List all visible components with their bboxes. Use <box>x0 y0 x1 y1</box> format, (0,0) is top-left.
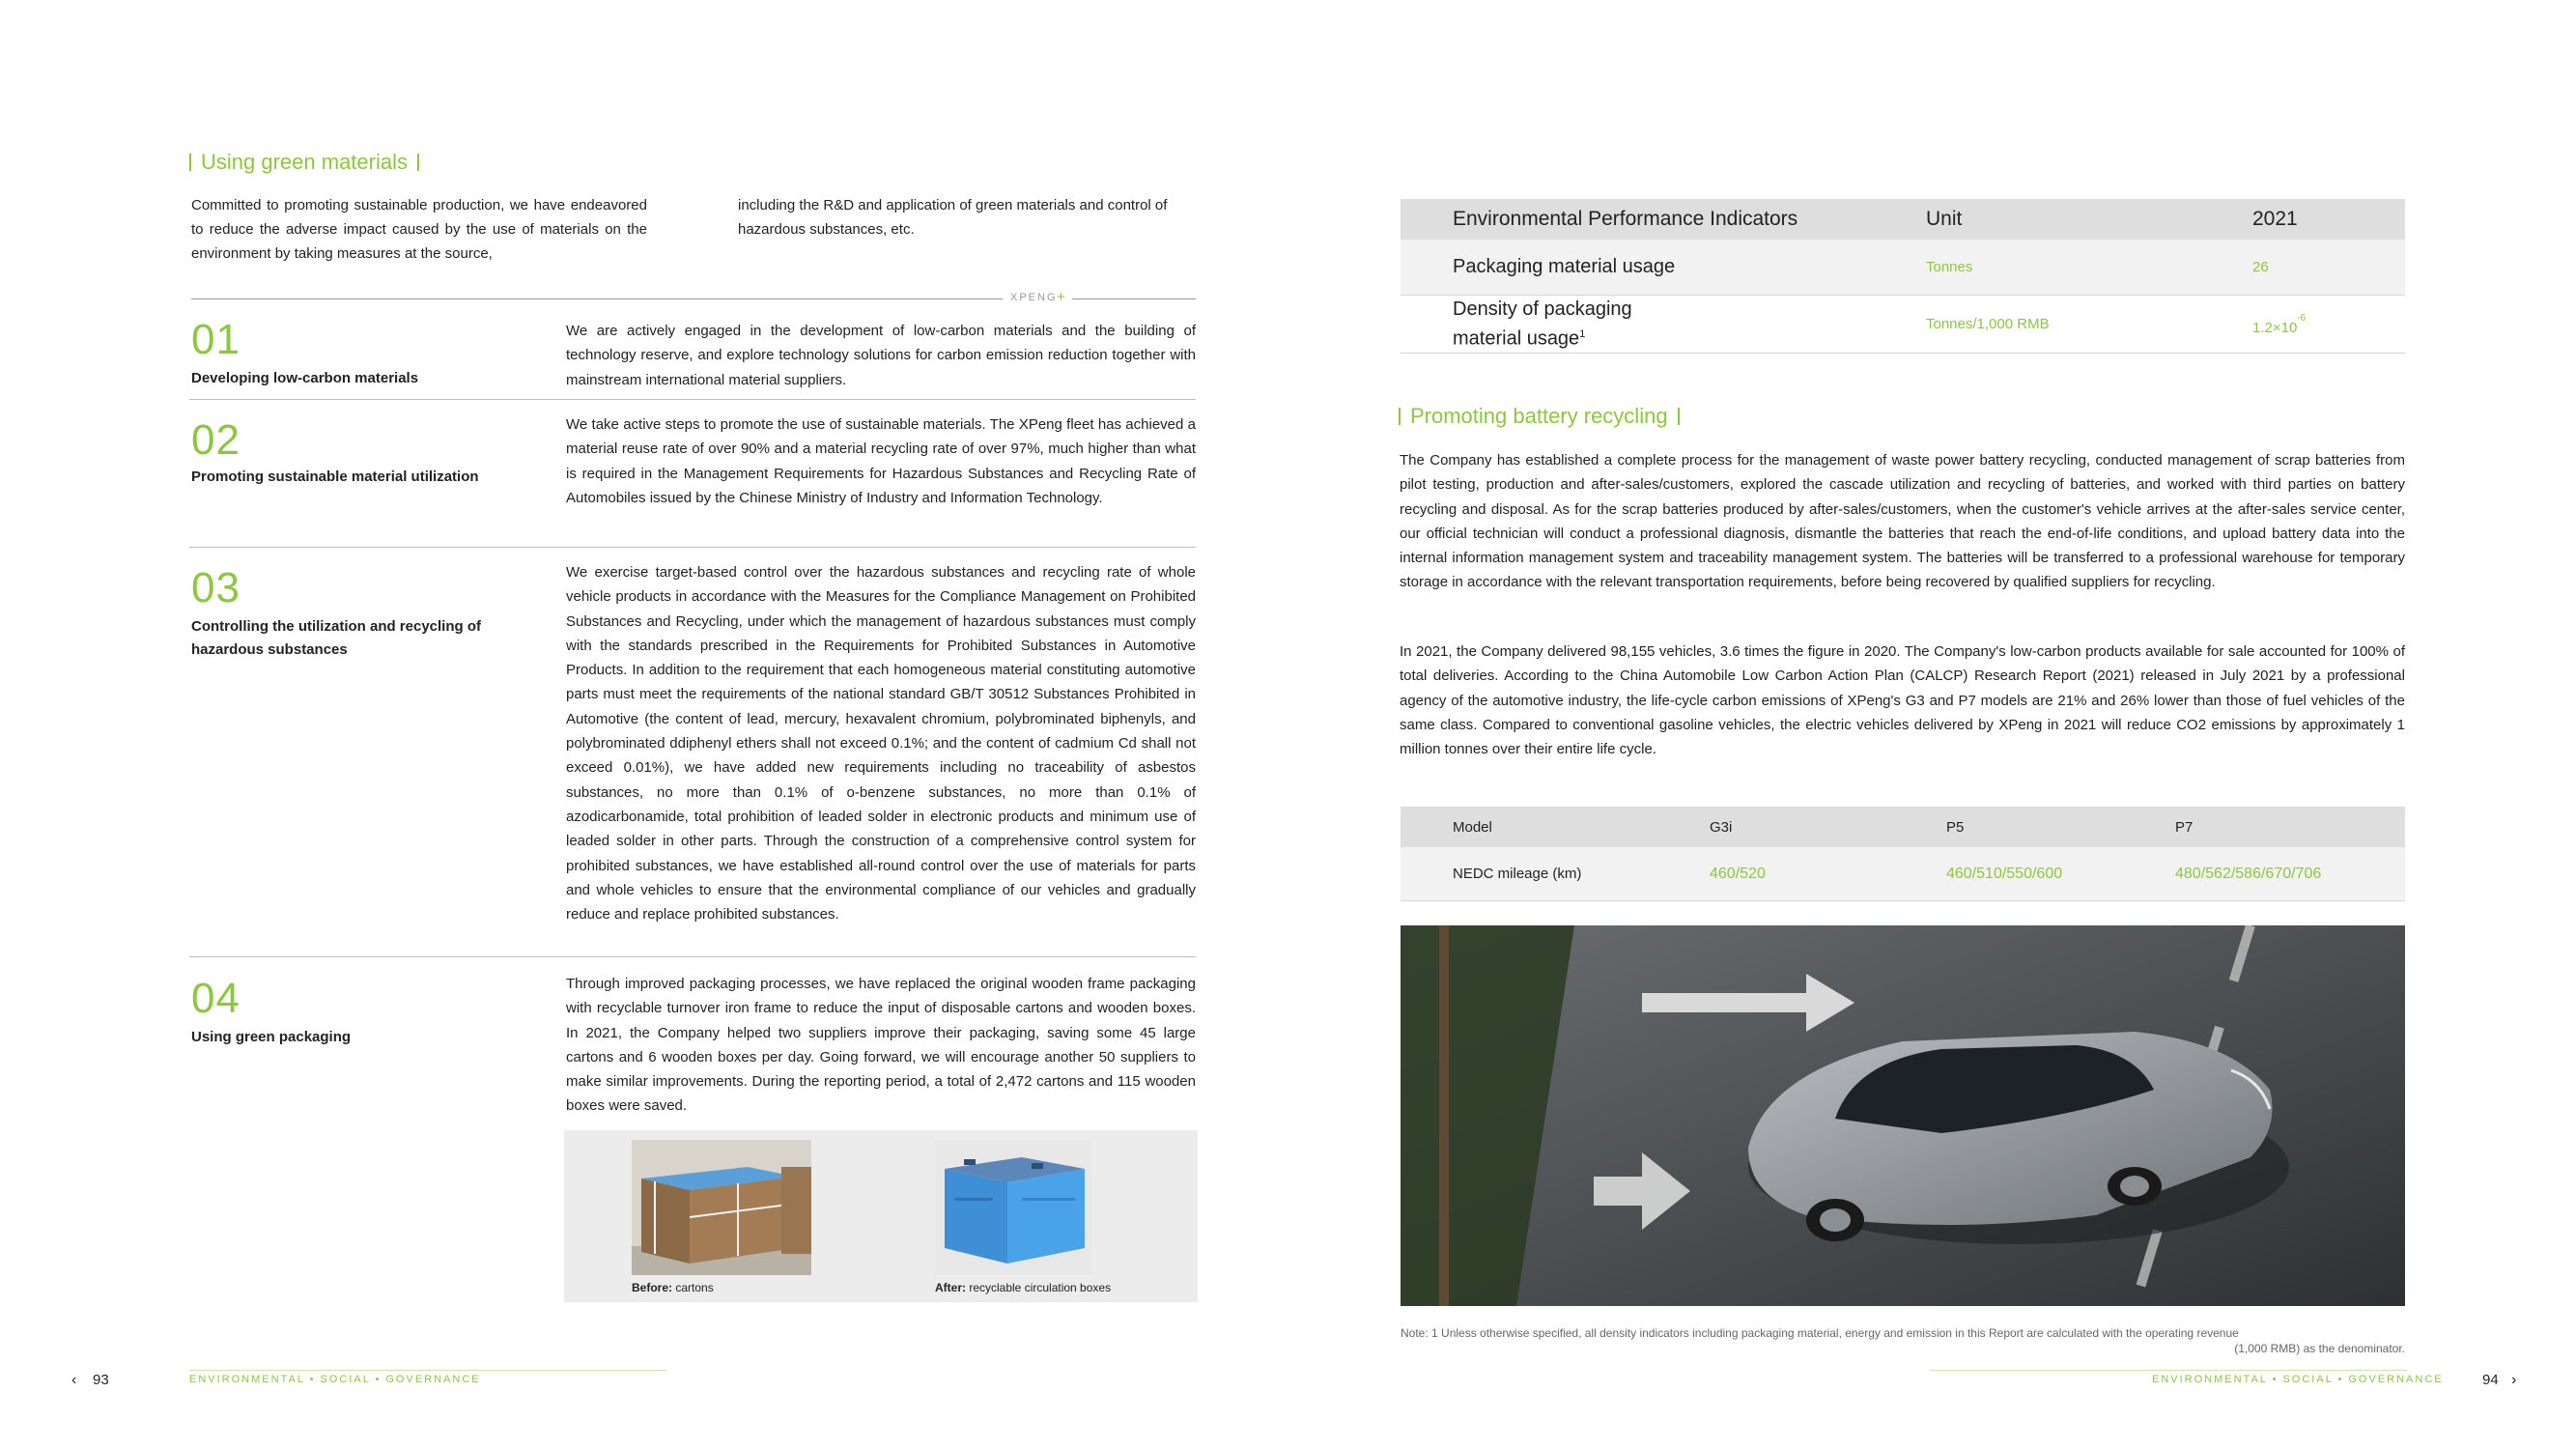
row-03-text: We exercise target-based control over the hazardous substances and recycling rate of whole vehicle products in accordance with the Measures for the Compliance Management on Prohibited Substances and Recycling, under which the management of hazardous substances must comply with the standards prescribed in the Requirements for Prohibited Substances in Automotive Products. In addition to the requirement that each homogeneous material constituting automotive parts must meet the requirements of the national standard GB/T 30512 Substances Prohibited in Automotive (the content of lead, mercury, hexavalent chromium, polybrominated biphenyls, and polybrominated ddiphenyl ethers shall not exceed 0.1%; and the content of cadmium Cd shall not exceed 0.01%), we have added new requirements including no traceability of asbestos substances, no more than 0.1% of o-benzene substances, no more than 0.1% of azodicarbonamide, total prohibition of leaded solder in electronic products and minimum use of leaded solder in other parts. Through the construction of a comprehensive control system for prohibited substances, we have established all-round control over the use of materials for parts and whole vehicles to ensure that the environmental compliance of our vehicles and gradually reduce and replace prohibited substances. <box>566 564 1196 923</box>
header-year: 2021 <box>2252 208 2298 230</box>
section-title-green-materials <box>189 150 419 175</box>
row-name: Controlling the utilization and recycling of hazardous substances <box>191 618 481 658</box>
page-number-right: 94 <box>2482 1372 2499 1388</box>
table-row <box>1401 296 2405 354</box>
row-number: 03 <box>191 564 241 611</box>
unit-cell: Tonnes/1,000 RMB <box>1926 316 2050 332</box>
title-bar-right <box>1678 408 1680 425</box>
header-indicator: Environmental Performance Indicators <box>1453 208 1798 230</box>
car-photo <box>1401 925 2405 1306</box>
section-title-battery-recycling <box>1399 404 1680 429</box>
chevron-right-icon: › <box>2511 1372 2517 1388</box>
cartons-illustration <box>632 1140 811 1275</box>
plus-icon: + <box>1057 289 1065 305</box>
indicator-line1: Density of packaging <box>1453 298 1632 321</box>
row-label: NEDC mileage (km) <box>1453 866 1582 882</box>
row-03-heading <box>191 564 500 662</box>
title-bar-right <box>417 154 419 171</box>
brand-mark: XPENG <box>1010 292 1058 303</box>
performance-table-header <box>1401 199 2405 240</box>
row-divider <box>189 399 1196 400</box>
row-01-text: We are actively engaged in the development of low-carbon materials and the building of technology reserve, and explore technology solutions for carbon emission reduction together with mainstream international material suppliers. <box>566 323 1196 388</box>
unit-cell: Tonnes <box>1926 259 1973 275</box>
battery-paragraph-1: The Company has established a complete process for the management of waste power battery recycling, conducted management of scrap batteries from pilot testing, production and after-sales/customers, explored the cascade utilization and recycling of batteries, and worked with third parties on battery recycling and disposal. As for the scrap batteries produced by after-sales/customers, when the customer's vehicle arrives at the after-sales service center, our official technician will conduct a professional diagnosis, dismantle the batteries that reach the end-of-life conditions, and upload battery data into the internal information management system and traceability management system. The batteries will be transferred to a professional warehouse for temporary storage in accordance with the relevant transportation requirements, before being recovered by qualified suppliers for recycling. <box>1400 452 2405 591</box>
after-caption-text: recyclable circulation boxes <box>966 1281 1112 1294</box>
p7-mileage: 480/562/586/670/706 <box>2175 865 2322 882</box>
g3i-mileage: 460/520 <box>1710 865 1766 882</box>
row-number: 04 <box>191 975 241 1022</box>
row-divider <box>189 547 1196 548</box>
model-table-header <box>1401 807 2405 847</box>
brand-divider-left <box>191 298 1003 299</box>
value-exponent: -6 <box>2297 312 2307 324</box>
intro-column-2: including the R&D and application of green materials and control of hazardous substances, etc. <box>738 197 1168 238</box>
before-caption-label: Before: <box>632 1281 673 1294</box>
boxes-illustration <box>935 1140 1091 1275</box>
row-name: Developing low-carbon materials <box>191 370 419 386</box>
title-bar-left <box>1399 408 1401 425</box>
row-number: 01 <box>191 316 241 363</box>
before-caption-text: cartons <box>672 1281 714 1294</box>
footnote-ref: 1 <box>1579 328 1586 341</box>
packaging-photos-panel <box>564 1130 1198 1302</box>
header-unit: Unit <box>1926 208 1963 230</box>
intro-column-1: Committed to promoting sustainable production, we have endeavored to reduce the adverse impact caused by the use of materials on the environment by taking measures at the source, <box>191 197 647 262</box>
indicator-cell: Packaging material usage <box>1453 256 1676 277</box>
row-02-text: We take active steps to promote the use of sustainable materials. The XPeng fleet has achieved a material reuse rate of over 90% and a material recycling rate of over 97%, much higher than what is required in the Management Requirements for Hazardous Substances and Recycling Rate of Automobiles issued by the Chinese Ministry of Industry and Information Technology. <box>566 416 1196 506</box>
car-illustration <box>1401 925 2405 1306</box>
indicator-cell <box>1401 297 1926 352</box>
circulation-boxes-photo <box>935 1140 1091 1275</box>
row-name: Using green packaging <box>191 1029 352 1045</box>
page-number-left: 93 <box>93 1372 109 1388</box>
brand-divider-right <box>1072 298 1196 299</box>
header-g3i: G3i <box>1710 818 1733 836</box>
header-p7: P7 <box>2175 818 2194 836</box>
p5-mileage: 460/510/550/600 <box>1946 865 2063 882</box>
title-bar-left <box>189 154 191 171</box>
section-title-text: Using green materials <box>201 150 408 174</box>
table-row <box>1401 240 2405 296</box>
row-number: 02 <box>191 416 241 464</box>
footnote-line2: (1,000 RMB) as the denominator. <box>2234 1342 2405 1355</box>
header-p5: P5 <box>1946 818 1965 836</box>
row-divider <box>189 956 1196 957</box>
row-name: Promoting sustainable material utilization <box>191 469 479 485</box>
footer-text-left: ENVIRONMENTAL • SOCIAL • GOVERNANCE <box>189 1374 481 1385</box>
table-row <box>1401 847 2405 901</box>
prev-page-button[interactable] <box>71 1372 76 1389</box>
model-mileage-table <box>1401 807 2405 901</box>
footer-line-right <box>1930 1370 2407 1371</box>
after-caption <box>935 1281 1111 1294</box>
footer-text-right: ENVIRONMENTAL • SOCIAL • GOVERNANCE <box>2152 1374 2444 1385</box>
indicator-line2: material usage <box>1453 327 1580 350</box>
chevron-left-icon: ‹ <box>71 1372 77 1388</box>
value-base: 1.2×10 <box>2252 319 2298 336</box>
header-model: Model <box>1453 818 1492 836</box>
after-caption-label: After: <box>935 1281 966 1294</box>
footnote-line1: Note: 1 Unless otherwise specified, all density indicators including packaging material, energy and emission in this Report are calculated with the operating revenue <box>1401 1326 2239 1340</box>
cartons-photo <box>632 1140 811 1275</box>
row-01-heading <box>191 316 510 390</box>
row-02-heading <box>191 416 520 489</box>
footnote <box>1401 1325 2405 1356</box>
performance-table <box>1401 199 2405 354</box>
row-04-text: Through improved packaging processes, we have replaced the original wooden frame packaging with recyclable turnover iron frame to reduce the input of disposable cartons and wooden boxes. In 2021, the Company helped two suppliers improve their packaging, saving some 45 large cartons and 6 wooden boxes per day. Going forward, we will encourage another 50 suppliers to make similar improvements. During the reporting period, a total of 2,472 cartons and 115 wooden boxes were saved. <box>566 976 1196 1115</box>
row-04-heading <box>191 975 510 1049</box>
battery-paragraph-2: In 2021, the Company delivered 98,155 vehicles, 3.6 times the figure in 2020. The Company's low-carbon products available for sale accounted for 100% of total deliveries. According to the China Automobile Low Carbon Action Plan (CALCP) Research Report (2021) released in July 2021 by a professional agency of the automotive industry, the life-cycle carbon emissions of XPeng's G3 and P7 models are 21% and 26% lower than those of fuel vehicles of the same class. Compared to conventional gasoline vehicles, the electric vehicles delivered by XPeng in 2021 will reduce CO2 emissions by approximately 1 million tonnes over their entire life cycle. <box>1400 643 2405 758</box>
value-cell <box>2252 313 2306 336</box>
section-title-text: Promoting battery recycling <box>1410 404 1668 428</box>
next-page-button[interactable] <box>2511 1372 2516 1389</box>
value-cell: 26 <box>2252 259 2269 275</box>
before-caption <box>632 1281 714 1294</box>
footer-line-left <box>189 1370 666 1371</box>
